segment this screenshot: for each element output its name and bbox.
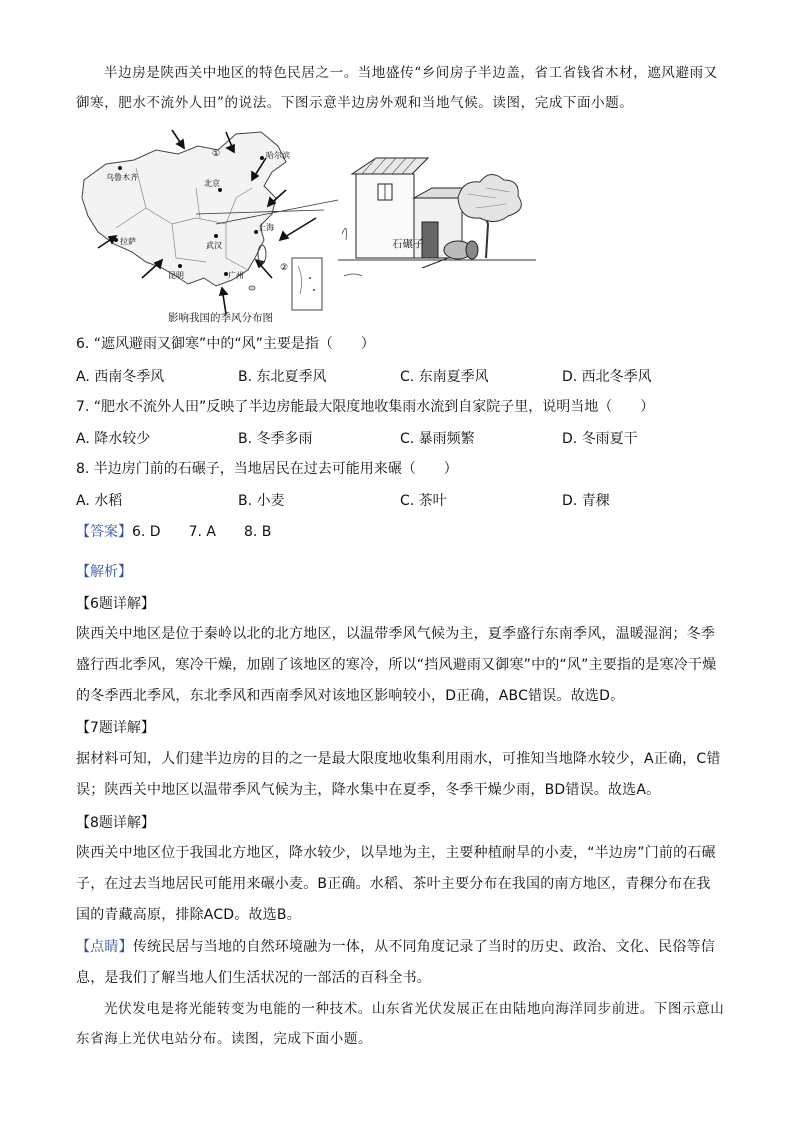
marker-2: ② xyxy=(280,263,289,273)
detail-8-text: 陕西关中地区位于我国北方地区，降水较少，以旱地为主，主要种植耐旱的小麦，“半边房”门前的石碾子，在过去当地居民可能用来碾小麦。B正确。水稻、茶叶主要分布在我国的南方地区，青稞分布在我国的青藏高原，排除ACD。故选B。 xyxy=(76,845,716,923)
intro-paragraph-1 xyxy=(76,58,726,118)
intro-text-2: 光伏发电是将光能转变为电能的一种技术。山东省光伏发展正在由陆地向海洋同步前进。下图示意山东省海上光伏电站分布。读图，完成下面小题。 xyxy=(76,1001,725,1047)
detail-6-text: 陕西关中地区是位于秦岭以北的北方地区，以温带季风气候为主，夏季盛行东南季风，温暖湿润；冬季盛行西北季风，寒冷干燥，加剧了该地区的寒冷，所以“挡风避雨又御寒”中的“风”主要指的是寒冷干燥的冬季西北季风，东北季风和西南季风对该地区影响较小，D正确，ABC错误。故选D。 xyxy=(76,626,717,704)
half-house-sketch xyxy=(338,158,536,276)
q7-option-b: B. 冬季多雨 xyxy=(238,431,313,447)
city-label-wuhan: 武汉 xyxy=(206,241,222,250)
city-label-kunming: 昆明 xyxy=(168,271,184,280)
detail-8-tag: 【8题详解】 xyxy=(76,815,155,831)
city-label-beijing: 北京 xyxy=(204,179,220,188)
q6-option-b: B. 东北夏季风 xyxy=(238,369,327,385)
map-caption: 影响我国的季风分布图 xyxy=(168,312,273,324)
q8-option-a: A. 水稻 xyxy=(76,493,123,509)
stone-roller-label: 石碾子 xyxy=(392,238,424,250)
q6-option-d: D. 西北冬季风 xyxy=(562,369,652,385)
city-label-urumqi: 乌鲁木齐 xyxy=(106,173,138,182)
detail-6-paragraph xyxy=(76,619,721,712)
figure-map-and-house xyxy=(76,128,546,328)
answer-text: 6. D 7. A 8. B xyxy=(132,524,272,540)
south-china-sea-inset xyxy=(292,258,322,310)
detail-7-tag: 【7题详解】 xyxy=(76,720,155,736)
answer-tag: 【答案】 xyxy=(76,524,132,540)
q7-option-c: C. 暴雨频繁 xyxy=(400,431,475,447)
q6-option-c: C. 东南夏季风 xyxy=(400,369,489,385)
q8-option-d: D. 青稞 xyxy=(562,493,610,509)
city-label-harbin: 哈尔滨 xyxy=(266,151,290,160)
analysis-tag: 【解析】 xyxy=(76,564,132,580)
detail-7-paragraph xyxy=(76,744,721,806)
answer-line xyxy=(76,522,271,542)
q8-option-c: C. 茶叶 xyxy=(400,493,447,509)
question-7-stem: 7. “肥水不流外人田”反映了半边房能最大限度地收集雨水流到自家院子里，说明当地（ ） xyxy=(76,399,655,415)
q8-option-b: B. 小麦 xyxy=(238,493,285,509)
comment-tag: 【点睛】 xyxy=(76,939,133,955)
detail-6-tag: 【6题详解】 xyxy=(76,596,155,612)
intro-text-1: 半边房是陕西关中地区的特色民居之一。当地盛传“乡间房子半边盖，省工省钱省木材，遮风避雨又御寒，肥水不流外人田”的说法。下图示意半边房外观和当地气候。读图，完成下面小题。 xyxy=(76,65,718,111)
figure-illustration xyxy=(76,128,546,328)
marker-1: ① xyxy=(212,149,221,159)
comment-text: 传统民居与当地的自然环境融为一体，从不同角度记录了当时的历史、政治、文化、民俗等信息，是我们了解当地人们生活状况的一部活的百科全书。 xyxy=(76,939,716,986)
city-label-shanghai: 上海 xyxy=(258,223,274,232)
comment-paragraph xyxy=(76,932,721,994)
city-label-lhasa: 拉萨 xyxy=(120,237,136,246)
q7-option-a: A. 降水较少 xyxy=(76,431,151,447)
intro-paragraph-2 xyxy=(76,994,726,1054)
detail-8-paragraph xyxy=(76,838,721,931)
detail-7-text: 据材料可知，人们建半边房的目的之一是最大限度地收集利用雨水，可推知当地降水较少，A正确，C错误；陕西关中地区以温带季风气候为主，降水集中在夏季，冬季干燥少雨，BD错误。故选A。 xyxy=(76,751,721,798)
q7-option-d: D. 冬雨夏干 xyxy=(562,431,638,447)
question-8-stem: 8. 半边房门前的石碾子，当地居民在过去可能用来碾（ ） xyxy=(76,461,458,477)
q6-option-a: A. 西南冬季风 xyxy=(76,369,165,385)
china-map-outline xyxy=(82,132,289,286)
question-6-stem: 6. “遮风避雨又御寒”中的“风”主要是指（ ） xyxy=(76,336,375,352)
city-label-guangzhou: 广州 xyxy=(228,271,244,280)
